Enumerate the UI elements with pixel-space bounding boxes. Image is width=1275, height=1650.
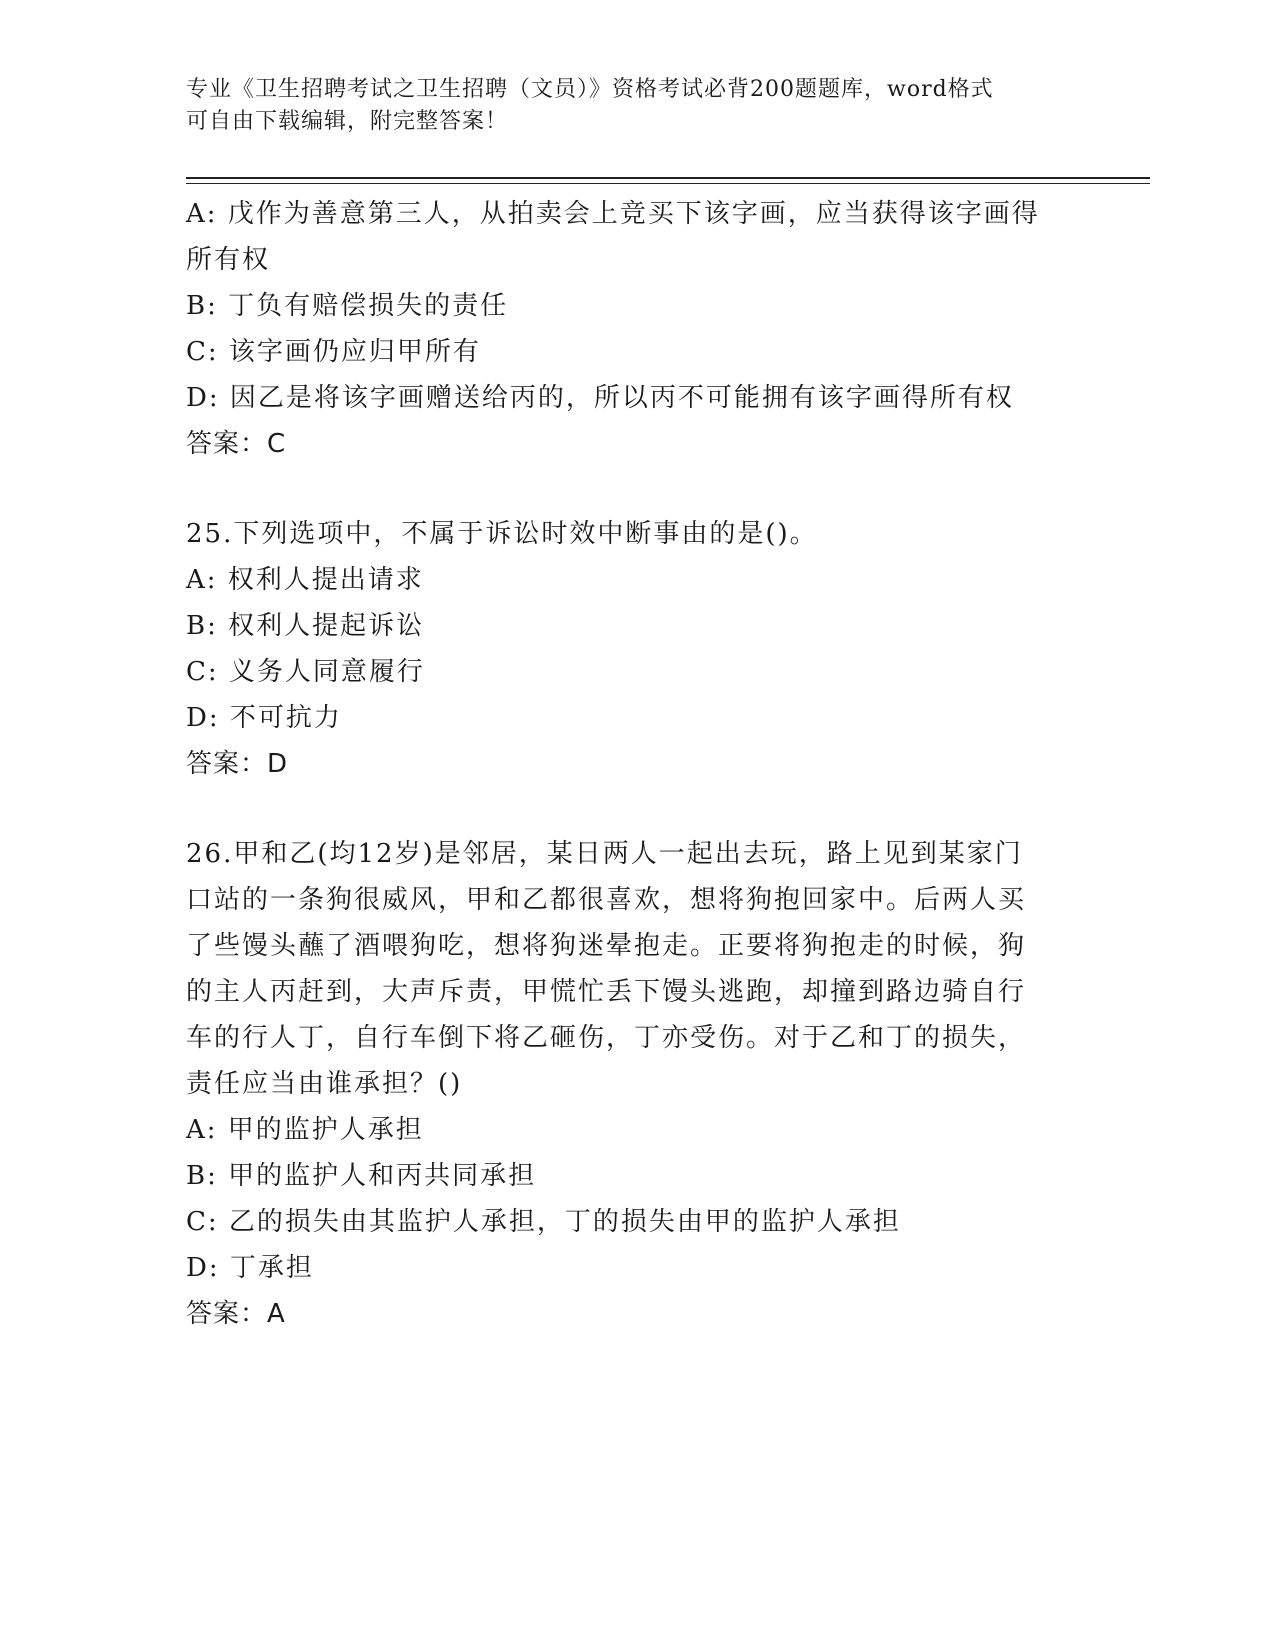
q25-answer: 答案：D (186, 749, 289, 779)
q26-answer: 答案：A (186, 1299, 286, 1329)
header-title-line-1: 专业《卫生招聘考试之卫生招聘（文员）》资格考试必背200题题库，word格式 (186, 77, 994, 102)
q25-option-d: D: 不可抗力 (186, 703, 342, 733)
q26-stem-line-5: 车的行人丁，自行车倒下将乙砸伤，丁亦受伤。对于乙和丁的损失， (186, 1023, 1027, 1053)
q25-option-c: C: 义务人同意履行 (186, 657, 425, 687)
q26-option-a: A: 甲的监护人承担 (186, 1115, 424, 1145)
q25-option-a: A: 权利人提出请求 (186, 565, 424, 595)
q24-option-a-line-1: A: 戊作为善意第三人，从拍卖会上竞买下该字画，应当获得该字画得 (186, 199, 1040, 229)
q24-option-b: B: 丁负有赔偿损失的责任 (186, 291, 509, 321)
question-content (186, 191, 1066, 1337)
q26-stem-line-2: 口站的一条狗很威风，甲和乙都很喜欢，想将狗抱回家中。后两人买 (186, 885, 1027, 915)
question-25-block (186, 511, 1066, 787)
q24-option-d: D: 因乙是将该字画赠送给丙的，所以丙不可能拥有该字画得所有权 (186, 383, 1014, 413)
question-26-block (186, 831, 1066, 1337)
q25-stem: 25.下列选项中，不属于诉讼时效中断事由的是()。 (186, 519, 818, 549)
q26-stem-line-6: 责任应当由谁承担？() (186, 1069, 463, 1099)
header-title-line-2: 可自由下载编辑，附完整答案！ (186, 109, 509, 134)
q26-option-d: D: 丁承担 (186, 1253, 314, 1283)
header-divider-thin (186, 183, 1150, 184)
q24-answer: 答案：C (186, 429, 287, 459)
document-header (186, 74, 1066, 138)
question-24-block (186, 191, 1066, 467)
q24-option-a-line-2: 所有权 (186, 245, 271, 275)
q26-stem-line-1: 26.甲和乙(均12岁)是邻居，某日两人一起出去玩，路上见到某家门 (186, 839, 1023, 869)
spacer (186, 787, 1066, 831)
q26-option-b: B: 甲的监护人和丙共同承担 (186, 1161, 537, 1191)
q26-stem-line-3: 了些馒头蘸了酒喂狗吃，想将狗迷晕抱走。正要将狗抱走的时候，狗 (186, 931, 1027, 961)
q25-option-b: B: 权利人提起诉讼 (186, 611, 425, 641)
q26-option-c: C: 乙的损失由其监护人承担，丁的损失由甲的监护人承担 (186, 1207, 901, 1237)
q24-option-c: C: 该字画仍应归甲所有 (186, 337, 481, 367)
spacer (186, 467, 1066, 511)
header-divider-thick (186, 177, 1150, 179)
q26-stem-line-4: 的主人丙赶到，大声斥责，甲慌忙丢下馒头逃跑，却撞到路边骑自行 (186, 977, 1027, 1007)
